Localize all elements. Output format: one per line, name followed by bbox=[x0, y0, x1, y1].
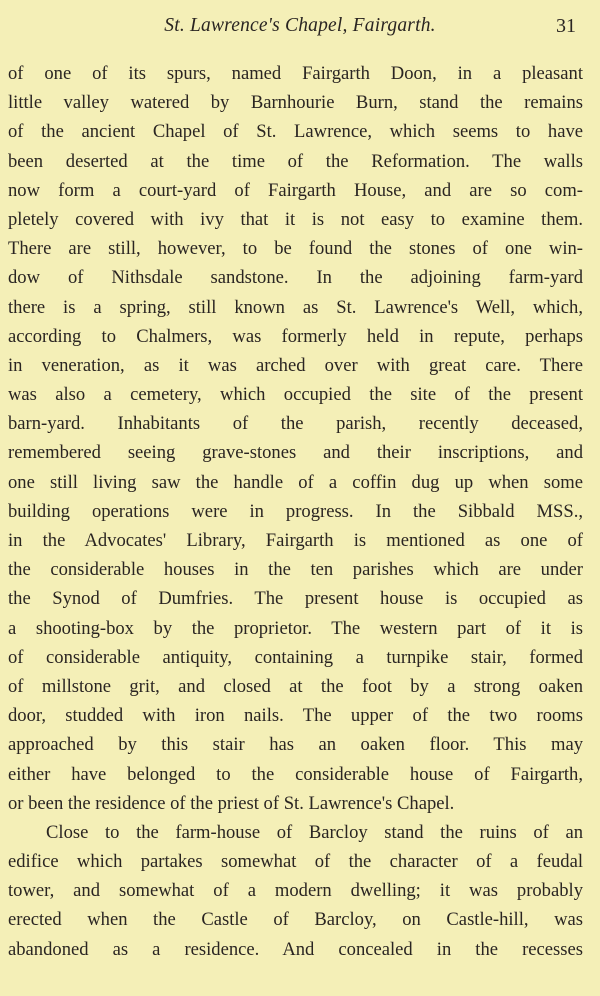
body-text bbox=[8, 59, 583, 964]
text-line: been deserted at the time of the Reformation. The walls bbox=[8, 150, 583, 172]
text-line: Close to the farm-house of Barcloy stand the ruins of an bbox=[46, 821, 583, 843]
text-line: the considerable houses in the ten parishes which are under bbox=[8, 559, 583, 581]
text-line: barn-yard. Inhabitants of the parish, recently deceased, bbox=[8, 413, 583, 435]
text-line: the Synod of Dumfries. The present house is occupied as bbox=[8, 588, 583, 610]
text-line: of one of its spurs, named Fairgarth Doon, in a pleasant bbox=[8, 63, 583, 84]
paragraph-1 bbox=[8, 59, 583, 818]
text-line: erected when the Castle of Barcloy, on Castle-hill, was bbox=[8, 909, 583, 931]
page-number: 31 bbox=[556, 15, 576, 37]
text-line: there is a spring, still known as St. Lawrence's Well, which, bbox=[8, 296, 583, 318]
text-line: door, studded with iron nails. The upper of the two rooms bbox=[8, 705, 583, 727]
text-line: or been the residence of the priest of St. Lawrence's Chapel. bbox=[8, 792, 455, 814]
text-line: in the Advocates' Library, Fairgarth is mentioned as one of bbox=[8, 530, 583, 551]
page-header bbox=[0, 13, 600, 39]
text-line: of the ancient Chapel of St. Lawrence, which seems to have bbox=[8, 121, 583, 143]
text-line: approached by this stair has an oaken floor. This may bbox=[8, 734, 583, 756]
text-line: of considerable antiquity, containing a turnpike stair, formed bbox=[8, 646, 583, 668]
text-line: dow of Nithsdale sandstone. In the adjoining farm-yard bbox=[8, 267, 583, 289]
text-line: now form a court-yard of Fairgarth House, and are so com- bbox=[8, 179, 583, 201]
text-line: little valley watered by Barnhourie Burn, stand the remains bbox=[8, 92, 583, 114]
text-line: either have belonged to the considerable house of Fairgarth, bbox=[8, 763, 583, 785]
text-line: building operations were in progress. In the Sibbald MSS., bbox=[8, 500, 583, 522]
text-line: pletely covered with ivy that it is not easy to examine them. bbox=[8, 208, 583, 230]
text-line: There are still, however, to be found the stones of one win- bbox=[8, 238, 583, 260]
paragraph-2 bbox=[8, 818, 583, 964]
running-head: St. Lawrence's Chapel, Fairgarth. bbox=[164, 15, 436, 36]
text-line: of millstone grit, and closed at the foot by a strong oaken bbox=[8, 675, 583, 697]
text-line: remembered seeing grave-stones and their inscriptions, and bbox=[8, 442, 583, 464]
text-line: edifice which partakes somewhat of the character of a feudal bbox=[8, 851, 583, 873]
text-line: abandoned as a residence. And concealed in the recesses bbox=[8, 938, 583, 960]
text-line: tower, and somewhat of a modern dwelling; it was probably bbox=[8, 880, 583, 902]
text-line: in veneration, as it was arched over with great care. There bbox=[8, 354, 583, 376]
text-line: was also a cemetery, which occupied the site of the present bbox=[8, 384, 583, 406]
text-line: a shooting-box by the proprietor. The western part of it is bbox=[8, 617, 583, 639]
text-line: one still living saw the handle of a coffin dug up when some bbox=[8, 471, 583, 493]
text-line: according to Chalmers, was formerly held in repute, perhaps bbox=[8, 325, 583, 347]
